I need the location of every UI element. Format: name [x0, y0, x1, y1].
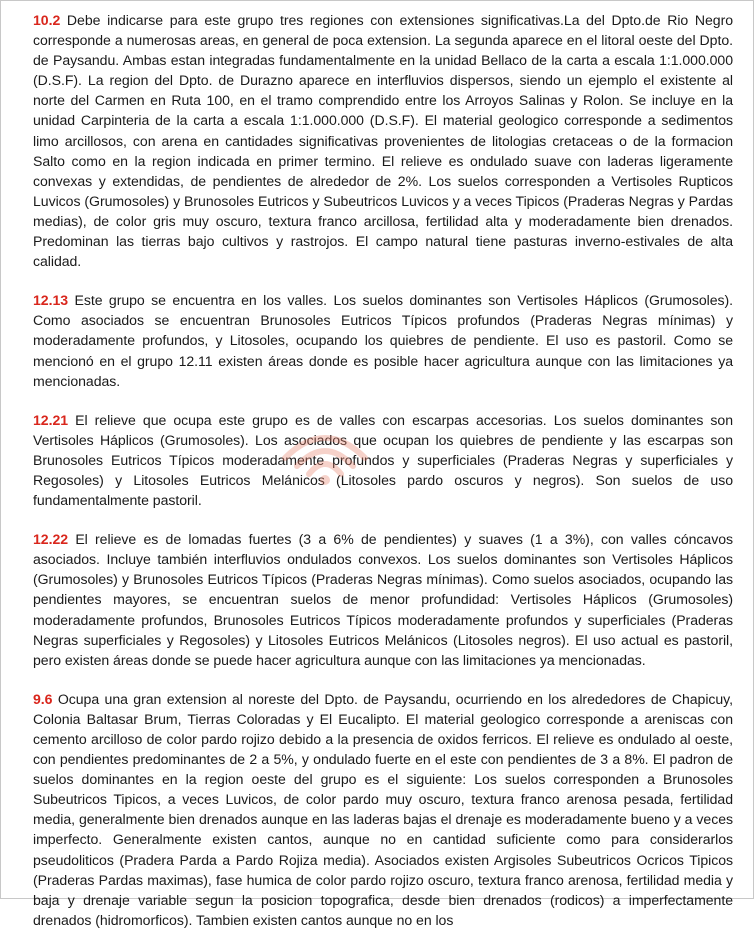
section-code: 10.2: [33, 12, 61, 28]
section-code: 12.13: [33, 292, 69, 309]
section-12-21: [33, 410, 733, 510]
section-text: Ocupa una gran extension al noreste del Dpto. de Paysandu, ocurriendo en los alrededores de Chapicuy, Colonia Baltasar Brum, Tierras Coloradas y El Eucalipto. El material geologico corresponde a areniscas con cemento arcilloso de color pardo rojizo debido a la presencia de oxidos ferricos. El relieve es ondulado al oeste, con pendientes predominantes de 2 a 5%, y ondulado fuerte en el este con pendientes de 3 a 8%. El padron de suelos dominantes en la region oeste del grupo es el siguiente: Los suelos corresponden a Brunosoles Subeutricos Tipicos, a veces Luvicos, de color pardo muy oscuro, textura franco arenosa pesada, fertilidad media, generalmente bien drenados aunque en las laderas bajas el drenaje es moderadamente bueno y a veces imperfecto. Generalmente existen cantos, aunque no en cantidad suficiente como para considerarlos pseudoliticos (Pradera Parda a Pardo Rojiza media). Asociados existen Argisoles Subeutricos Ocricos Tipicos (Praderas Pardas maximas), fase humica de color pardo rojizo oscuro, textura franco arenosa, fertilidad media y baja y drenaje variable segun la posicion topografica, desde bien drenados (rodicos) a imperfectamente drenados (hidromorficos). Tambien existen cantos aunque no en los: [33, 690, 733, 928]
document-body: [33, 10, 733, 949]
section-12-13: [33, 290, 733, 390]
section-text: El relieve es de lomadas fuertes (3 a 6% de pendientes) y suaves (1 a 3%), con valles cóncavos asociados. Incluye también interfluvios ondulados convexos. Los suelos dominantes son Vertisoles Háplicos (Grumosoles) y Brunosoles Eutricos Típicos (Praderas Negras mínimas). Como suelos asociados, ocupando las pendientes mayores, se encuentran suelos de menor profundidad: Vertisoles Háplicos (Grumosoles) moderadamente profundos, Brunosoles Eutricos Típicos moderadamente profundos y superficiales (Praderas Negras superficiales y Regosoles) y Litosoles Eutricos Melánicos (Litosoles negros). El uso actual es pastoril, pero existen áreas donde se puede hacer agricultura aunque con las limitaciones ya mencionadas.: [33, 531, 733, 668]
section-code: 12.22: [33, 531, 69, 548]
section-code: 9.6: [33, 690, 53, 707]
section-9-6: [33, 689, 733, 930]
section-text: Este grupo se encuentra en los valles. Los suelos dominantes son Vertisoles Háplicos (Grumosoles). Como asociados se encuentran Brunosoles Eutricos Típicos profundos (Praderas Negras mínimas) y moderadamente profundos, y Litosoles, ocupando los quiebres de pendiente. El uso es pastoril. Como se mencionó en el grupo 12.11 existen áreas donde es posible hacer agricultura aunque con las limitaciones ya mencionadas.: [33, 292, 733, 389]
section-code: 12.21: [33, 411, 69, 428]
section-text: El relieve que ocupa este grupo es de valles con escarpas accesorias. Los suelos dominantes son Vertisoles Háplicos (Grumosoles). Los asociados que ocupan los quiebres de pendiente y las escarpas son Brunosoles Eutricos Típicos moderadamente profundos y superficiales (Praderas Negras y superficiales y Regosoles) y Litosoles Eutricos Melánicos (Litosoles pardo oscuros y negros). Son suelos de uso fundamentalmente pastoril.: [33, 411, 733, 509]
section-10-2: [33, 10, 733, 271]
section-12-22: [33, 529, 733, 670]
section-text: Debe indicarse para este grupo tres regiones con extensiones significativas.La del Dpto.de Rio Negro corresponde a numerosas areas, en general de poca extension. La segunda aparece en el litoral oeste del Dpto. de Paysandu. Ambas estan integradas fundamentalmente en la unidad Bellaco de la carta a escala 1:1.000.000 (D.S.F). La region del Dpto. de Durazno aparece en interfluvios dispersos, siendo un ejemplo el existente al norte del Carmen en Ruta 100, en el tramo comprendido entre los Arroyos Salinas y Rolon. Se incluye en la unidad Carpinteria de la carta a escala 1:1.000.000 (D.S.F). El material geologico corresponde a sedimentos limo arcillosos, con arena en cantidades significativas provenientes de litologias cretaceas o de la formacion Salto como en la region indicada en primer termino. El relieve es ondulado suave con laderas ligeramente convexas y extendidas, de pendientes de alrededor de 2%. Los suelos corresponden a Vertisoles Rupticos Luvicos (Grumosoles) y Brunosoles Eutricos y Subeutricos Luvicos y a veces Tipicos (Praderas Negras y Pardas medias), de color gris muy oscuro, textura franco arcillosa, fertilidad alta y moderadamente bien drenados. Predominan las tierras bajo cultivos y rastrojos. El campo natural tiene pasturas inverno-estivales de alta calidad.: [33, 12, 733, 270]
